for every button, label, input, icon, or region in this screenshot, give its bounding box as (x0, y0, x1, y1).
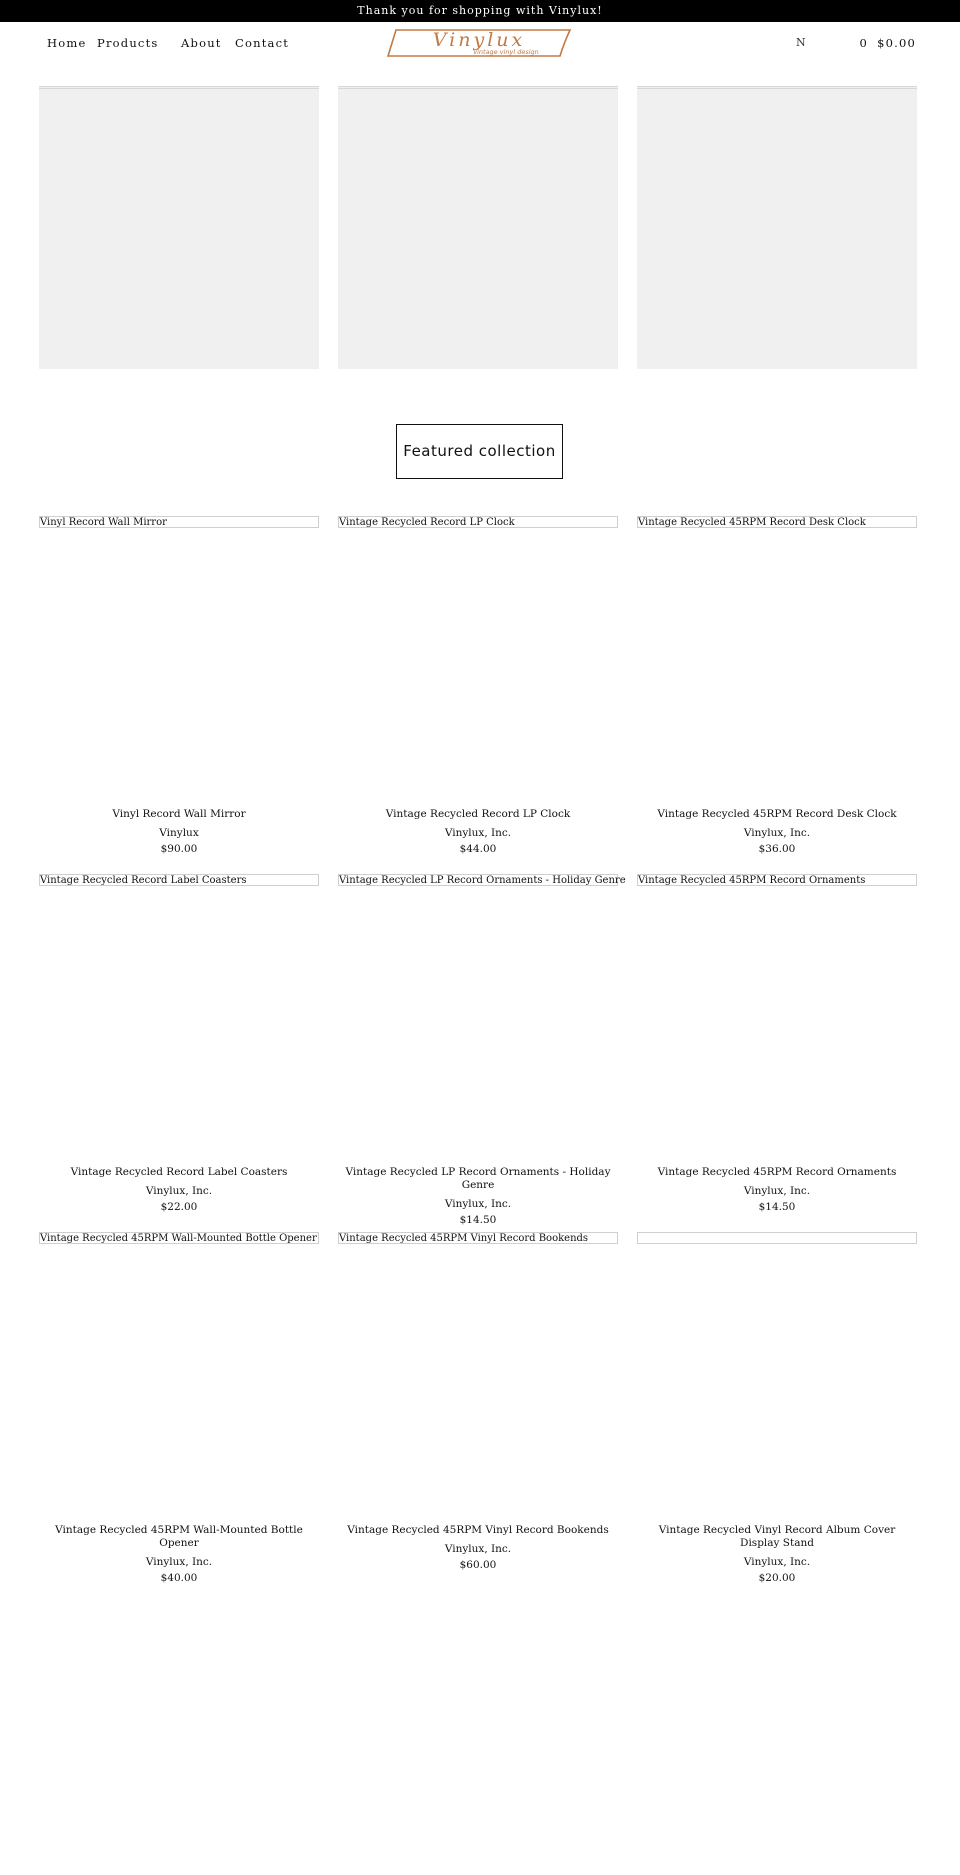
nav-contact[interactable]: Contact (235, 36, 290, 50)
nav-home[interactable]: Home (47, 36, 87, 50)
product-vendor: Vinylux, Inc. (743, 1556, 811, 1568)
hero-banner (39, 86, 919, 369)
product-title[interactable]: Vintage Recycled 45RPM Record Desk Clock (657, 808, 897, 820)
product-image[interactable] (39, 516, 319, 528)
product-vendor: Vinylux, Inc. (743, 1185, 811, 1197)
product-title[interactable]: Vintage Recycled LP Record Ornaments - Holiday Genre (345, 1166, 611, 1191)
product-card[interactable] (39, 516, 319, 855)
product-price: $22.00 (160, 1201, 198, 1213)
product-image-alt: Vintage Recycled Record LP Clock (339, 517, 515, 528)
product-title[interactable]: Vintage Recycled Record Label Coasters (70, 1166, 288, 1178)
product-price: $90.00 (160, 843, 198, 855)
cart-count: 0 (859, 36, 869, 50)
product-vendor: Vinylux, Inc. (444, 1198, 512, 1210)
product-price: $14.50 (758, 1201, 796, 1213)
product-image-alt: Vintage Recycled Record Label Coasters (40, 875, 247, 886)
nav-products[interactable]: Products (97, 36, 159, 50)
main-nav (47, 36, 289, 50)
site-header (0, 22, 960, 85)
announcement-text: Thank you for shopping with Vinylux! (357, 4, 603, 17)
cart-total: $0.00 (877, 36, 916, 50)
featured-collection-heading (396, 424, 563, 479)
product-image-alt: Vinyl Record Wall Mirror (40, 517, 167, 528)
product-title[interactable]: Vintage Recycled Vinyl Record Album Cover Display Stand (658, 1524, 896, 1549)
product-card[interactable] (338, 516, 618, 855)
product-image[interactable] (637, 1232, 917, 1244)
product-card[interactable] (39, 1232, 319, 1584)
hero-image-placeholder[interactable] (338, 86, 618, 369)
product-card[interactable] (338, 1232, 618, 1571)
hero-image-placeholder[interactable] (637, 86, 917, 369)
product-price: $14.50 (459, 1214, 497, 1226)
product-card[interactable] (338, 874, 626, 1226)
product-card[interactable] (637, 516, 917, 855)
search-icon[interactable]: N (796, 36, 806, 49)
product-image-alt: Vintage Recycled 45RPM Record Desk Clock (638, 517, 866, 528)
product-vendor: Vinylux, Inc. (145, 1185, 213, 1197)
logo-graphic (384, 28, 574, 58)
product-image[interactable] (637, 516, 917, 528)
product-vendor: Vinylux, Inc. (743, 827, 811, 839)
product-vendor: Vinylux, Inc. (444, 827, 512, 839)
product-card[interactable] (39, 874, 319, 1213)
product-title[interactable]: Vintage Recycled 45RPM Vinyl Record Bookends (347, 1524, 609, 1536)
product-vendor: Vinylux, Inc. (444, 1543, 512, 1555)
product-price: $44.00 (459, 843, 497, 855)
product-title[interactable]: Vinyl Record Wall Mirror (112, 808, 246, 820)
product-title[interactable]: Vintage Recycled 45RPM Wall-Mounted Bottle Opener (55, 1524, 303, 1549)
product-image[interactable] (39, 1232, 319, 1244)
product-price: $20.00 (758, 1572, 796, 1584)
product-title[interactable]: Vintage Recycled 45RPM Record Ornaments (657, 1166, 897, 1178)
cart-link[interactable] (860, 36, 916, 50)
product-image[interactable] (338, 1232, 618, 1244)
product-image-alt: Vintage Recycled 45RPM Wall-Mounted Bottle Opener (40, 1233, 317, 1244)
announcement-bar (0, 0, 960, 22)
product-image-alt: Vintage Recycled 45RPM Record Ornaments (638, 875, 866, 886)
vinylux-logo[interactable] (384, 28, 574, 58)
logo-tagline: vintage vinyl design (473, 48, 539, 56)
product-price: $36.00 (758, 843, 796, 855)
product-image-alt: Vintage Recycled 45RPM Vinyl Record Bookends (339, 1233, 589, 1244)
product-vendor: Vinylux (159, 827, 199, 839)
product-card[interactable] (637, 1232, 917, 1584)
featured-collection-label: Featured collection (403, 442, 556, 460)
product-image[interactable] (39, 874, 319, 886)
product-image[interactable] (338, 516, 618, 528)
nav-about[interactable]: About (181, 36, 222, 50)
product-image[interactable] (338, 874, 626, 886)
product-vendor: Vinylux, Inc. (145, 1556, 213, 1568)
product-card[interactable] (637, 874, 917, 1213)
product-price: $60.00 (459, 1559, 497, 1571)
hero-image-placeholder[interactable] (39, 86, 319, 369)
product-image[interactable] (637, 874, 917, 886)
logo-name: Vinylux (432, 29, 526, 51)
product-price: $40.00 (160, 1572, 198, 1584)
product-image-alt: Vintage Recycled LP Record Ornaments - Holiday Genre (339, 875, 626, 886)
product-title[interactable]: Vintage Recycled Record LP Clock (385, 808, 571, 820)
